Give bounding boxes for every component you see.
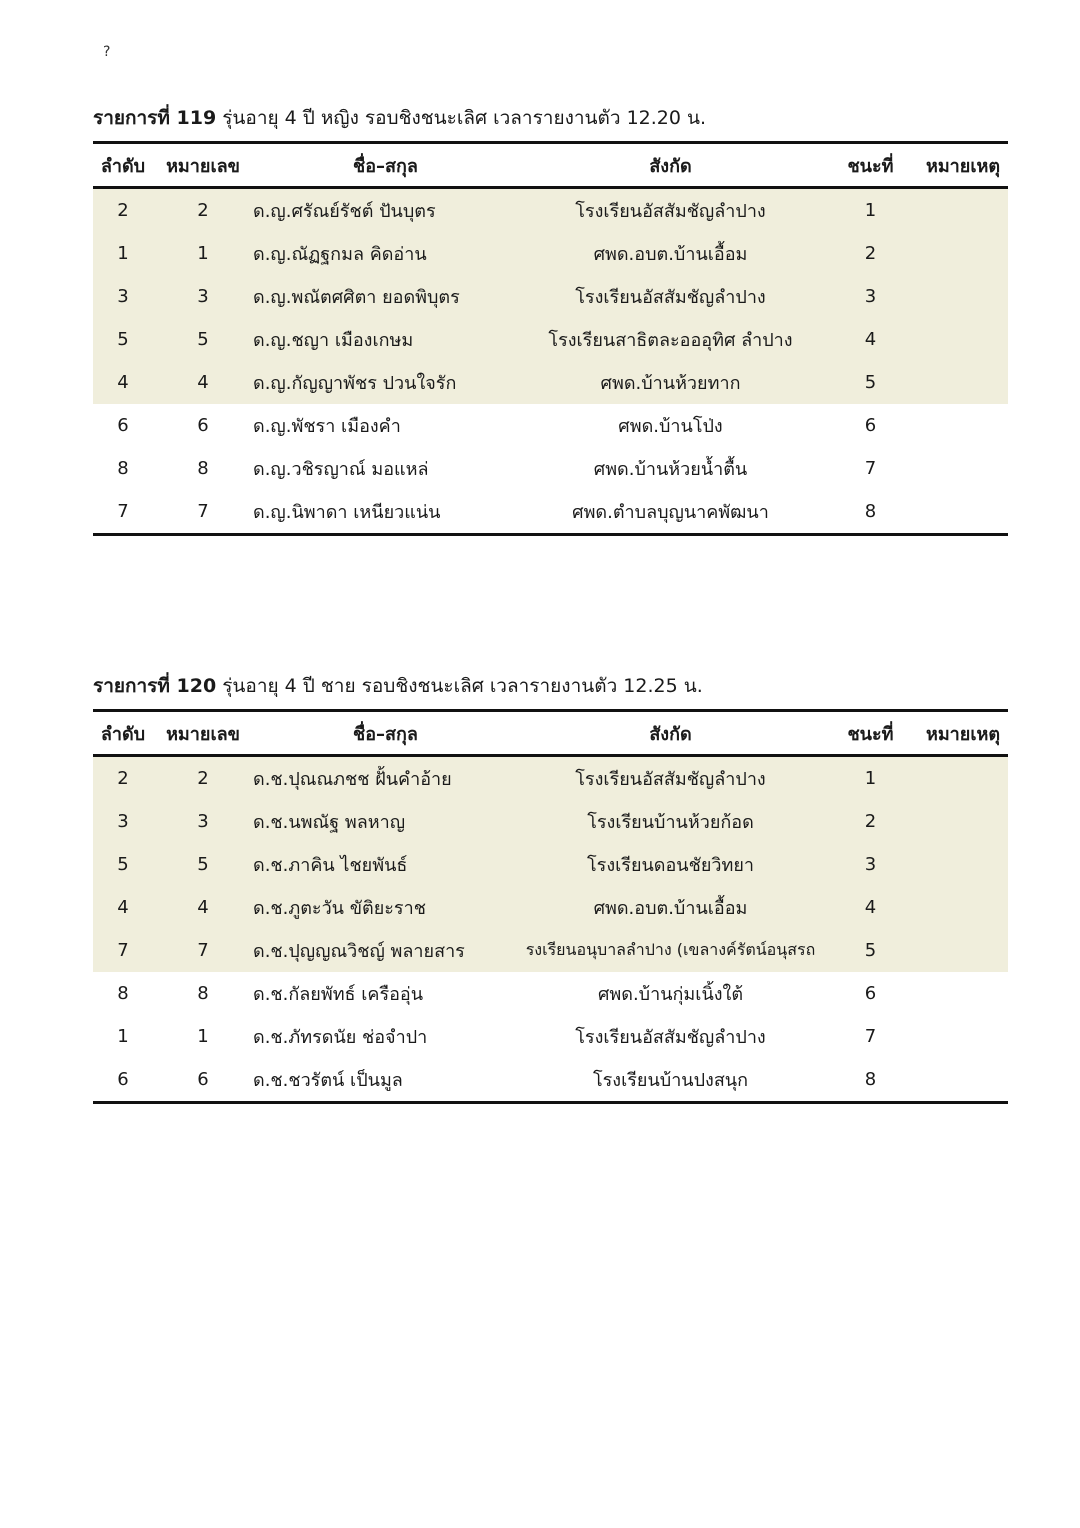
cell-name: ด.ช.ปุญญณวิชญ์ พลายสาร	[253, 929, 518, 972]
cell-won: 5	[823, 361, 918, 404]
cell-won: 3	[823, 843, 918, 886]
cell-note	[918, 232, 1008, 275]
cell-name: ด.ช.ภูตะวัน ขัติยะราช	[253, 886, 518, 929]
col-affiliation-header: สังกัด	[518, 143, 823, 188]
cell-affiliation: ศพด.บ้านห้วยน้ำตื้น	[593, 459, 748, 480]
cell-number: 7	[153, 929, 253, 972]
cell-number: 8	[197, 458, 209, 479]
table-row	[93, 1058, 1008, 1103]
results-table	[93, 709, 1008, 1104]
table-row	[93, 843, 1008, 886]
cell-affiliation: โรงเรียนดอนชัยวิทยา	[518, 843, 823, 886]
results-table	[93, 141, 1008, 536]
cell-note	[918, 756, 1008, 801]
cell-number: 5	[153, 318, 253, 361]
cell-name: ด.ญ.นิพาดา เหนียวแน่น	[253, 502, 441, 523]
cell-rank: 1	[93, 232, 153, 275]
table-row	[93, 232, 1008, 275]
cell-affiliation: ศพด.บ้านกุ่มเนิ้งใต้	[597, 984, 744, 1005]
cell-rank: 5	[93, 843, 153, 886]
cell-note	[918, 886, 1008, 929]
col-name-header: ชื่อ–สกุล	[253, 711, 518, 756]
cell-name: ด.ช.นพณัฐ พลหาญ	[253, 800, 518, 843]
cell-affiliation: โรงเรียนอัสสัมชัญลำปาง	[518, 275, 823, 318]
cell-note	[918, 1058, 1008, 1103]
cell-rank: 4	[93, 361, 153, 404]
cell-name: ด.ญ.พณัตศศิตา ยอดพิบุตร	[253, 275, 518, 318]
cell-rank: 4	[93, 886, 153, 929]
cell-number: 3	[153, 800, 253, 843]
cell-rank: 1	[117, 1026, 129, 1047]
cell-number: 2	[153, 756, 253, 801]
cell-name: ด.ญ.พัชรา เมืองคำ	[253, 416, 401, 437]
cell-won: 6	[864, 983, 877, 1004]
cell-note	[918, 490, 1008, 535]
event-title	[93, 103, 1008, 133]
event-title-number: รายการที่ 119	[93, 107, 217, 129]
cell-rank: 7	[117, 501, 129, 522]
cell-rank: 5	[93, 318, 153, 361]
col-rank-header: ลำดับ	[93, 143, 153, 188]
cell-note	[918, 318, 1008, 361]
cell-note	[918, 1015, 1008, 1058]
event-title	[93, 671, 1008, 701]
cell-won: 4	[823, 318, 918, 361]
cell-affiliation: ศพด.อบต.บ้านเอื้อม	[518, 232, 823, 275]
cell-number: 4	[153, 886, 253, 929]
cell-won: 8	[864, 1069, 877, 1090]
cell-name: ด.ช.ภัทรดนัย ช่อจำปา	[253, 1027, 428, 1048]
event-title-number: รายการที่ 120	[93, 675, 217, 697]
cell-won: 3	[823, 275, 918, 318]
col-note-header: หมายเหตุ	[918, 143, 1008, 188]
cell-rank: 2	[93, 756, 153, 801]
cell-number: 6	[197, 1069, 209, 1090]
cell-note	[918, 800, 1008, 843]
cell-note	[918, 361, 1008, 404]
event-section-119	[93, 103, 1008, 536]
cell-name: ด.ช.ปุณณภชช ฝั้นคำอ้าย	[253, 756, 518, 801]
event-title-details: รุ่นอายุ 4 ปี หญิง รอบชิงชนะเลิศ เวลารายงานตัว 12.20 น.	[216, 107, 707, 129]
cell-rank: 3	[93, 800, 153, 843]
cell-rank: 8	[117, 458, 129, 479]
cell-affiliation: รงเรียนอนุบาลลำปาง (เขลางค์รัตน์อนุสรถ	[518, 929, 823, 972]
cell-affiliation: โรงเรียนบ้านปงสนุก	[592, 1070, 749, 1091]
cell-note	[918, 404, 1008, 447]
col-won-header: ชนะที่	[823, 711, 918, 756]
cell-won: 2	[823, 232, 918, 275]
cell-number: 1	[197, 1026, 209, 1047]
col-affiliation-header: สังกัด	[518, 711, 823, 756]
table-row	[93, 1015, 1008, 1058]
cell-affiliation: โรงเรียนอัสสัมชัญลำปาง	[518, 756, 823, 801]
cell-rank: 8	[117, 983, 129, 1004]
table-row	[93, 361, 1008, 404]
cell-affiliation: ศพด.บ้านโป่ง	[618, 416, 723, 437]
cell-affiliation: ศพด.อบต.บ้านเอื้อม	[518, 886, 823, 929]
cell-rank: 7	[93, 929, 153, 972]
cell-won: 6	[864, 415, 877, 436]
cell-number: 5	[153, 843, 253, 886]
corner-mark: ?	[103, 44, 111, 60]
cell-name: ด.ญ.ณัฏฐกมล คิดอ่าน	[253, 232, 518, 275]
cell-number: 1	[153, 232, 253, 275]
cell-number: 2	[153, 188, 253, 233]
table-row	[93, 447, 1008, 490]
cell-note	[918, 929, 1008, 972]
table-header-row	[93, 711, 1008, 756]
cell-won: 5	[823, 929, 918, 972]
cell-number: 6	[197, 415, 209, 436]
table-row	[93, 929, 1008, 972]
cell-affiliation: โรงเรียนอัสสัมชัญลำปาง	[575, 1027, 766, 1048]
cell-won: 1	[823, 756, 918, 801]
cell-note	[918, 447, 1008, 490]
cell-won: 1	[823, 188, 918, 233]
table-row	[93, 318, 1008, 361]
cell-won: 7	[864, 1026, 877, 1047]
cell-affiliation: โรงเรียนสาธิตละอออุทิศ ลำปาง	[518, 318, 823, 361]
cell-note	[918, 275, 1008, 318]
col-rank-header: ลำดับ	[93, 711, 153, 756]
table-row	[93, 188, 1008, 233]
cell-rank: 6	[117, 1069, 129, 1090]
cell-name: ด.ญ.ชญา เมืองเกษม	[253, 318, 518, 361]
cell-number: 3	[153, 275, 253, 318]
cell-note	[918, 972, 1008, 1015]
table-row	[93, 756, 1008, 801]
col-note-header: หมายเหตุ	[918, 711, 1008, 756]
cell-name: ด.ญ.ศรัณย์รัชต์ ปันบุตร	[253, 188, 518, 233]
table-row	[93, 972, 1008, 1015]
event-section-120	[93, 671, 1008, 1104]
table-row	[93, 275, 1008, 318]
cell-number: 8	[197, 983, 209, 1004]
table-row	[93, 886, 1008, 929]
cell-won: 4	[823, 886, 918, 929]
cell-number: 4	[153, 361, 253, 404]
cell-won: 2	[823, 800, 918, 843]
cell-name: ด.ช.ชวรัตน์ เป็นมูล	[253, 1070, 403, 1091]
cell-name: ด.ญ.กัญญาพัชร ปวนใจรัก	[253, 361, 518, 404]
cell-note	[918, 843, 1008, 886]
cell-name: ด.ช.กัลยพัทธ์ เครืออุ่น	[253, 984, 424, 1005]
cell-note	[918, 188, 1008, 233]
table-row	[93, 490, 1008, 535]
cell-rank: 2	[93, 188, 153, 233]
table-header-row	[93, 143, 1008, 188]
cell-affiliation: ศพด.บ้านห้วยทาก	[518, 361, 823, 404]
col-name-header: ชื่อ–สกุล	[253, 143, 518, 188]
cell-affiliation: โรงเรียนบ้านห้วยก้อด	[518, 800, 823, 843]
col-number-header: หมายเลข	[153, 143, 253, 188]
table-row	[93, 404, 1008, 447]
cell-won: 7	[864, 458, 877, 479]
cell-affiliation: โรงเรียนอัสสัมชัญลำปาง	[518, 188, 823, 233]
col-won-header: ชนะที่	[823, 143, 918, 188]
cell-affiliation: ศพด.ตำบลบุญนาคพัฒนา	[572, 502, 769, 523]
cell-name: ด.ญ.วชิรญาณ์ มอแหล่	[253, 459, 429, 480]
event-title-details: รุ่นอายุ 4 ปี ชาย รอบชิงชนะเลิศ เวลารายงานตัว 12.25 น.	[216, 675, 703, 697]
cell-number: 7	[197, 501, 209, 522]
col-number-header: หมายเลข	[153, 711, 253, 756]
cell-won: 8	[864, 501, 877, 522]
cell-rank: 6	[117, 415, 129, 436]
cell-rank: 3	[93, 275, 153, 318]
table-row	[93, 800, 1008, 843]
cell-name: ด.ช.ภาคิน ไชยพันธ์	[253, 843, 518, 886]
